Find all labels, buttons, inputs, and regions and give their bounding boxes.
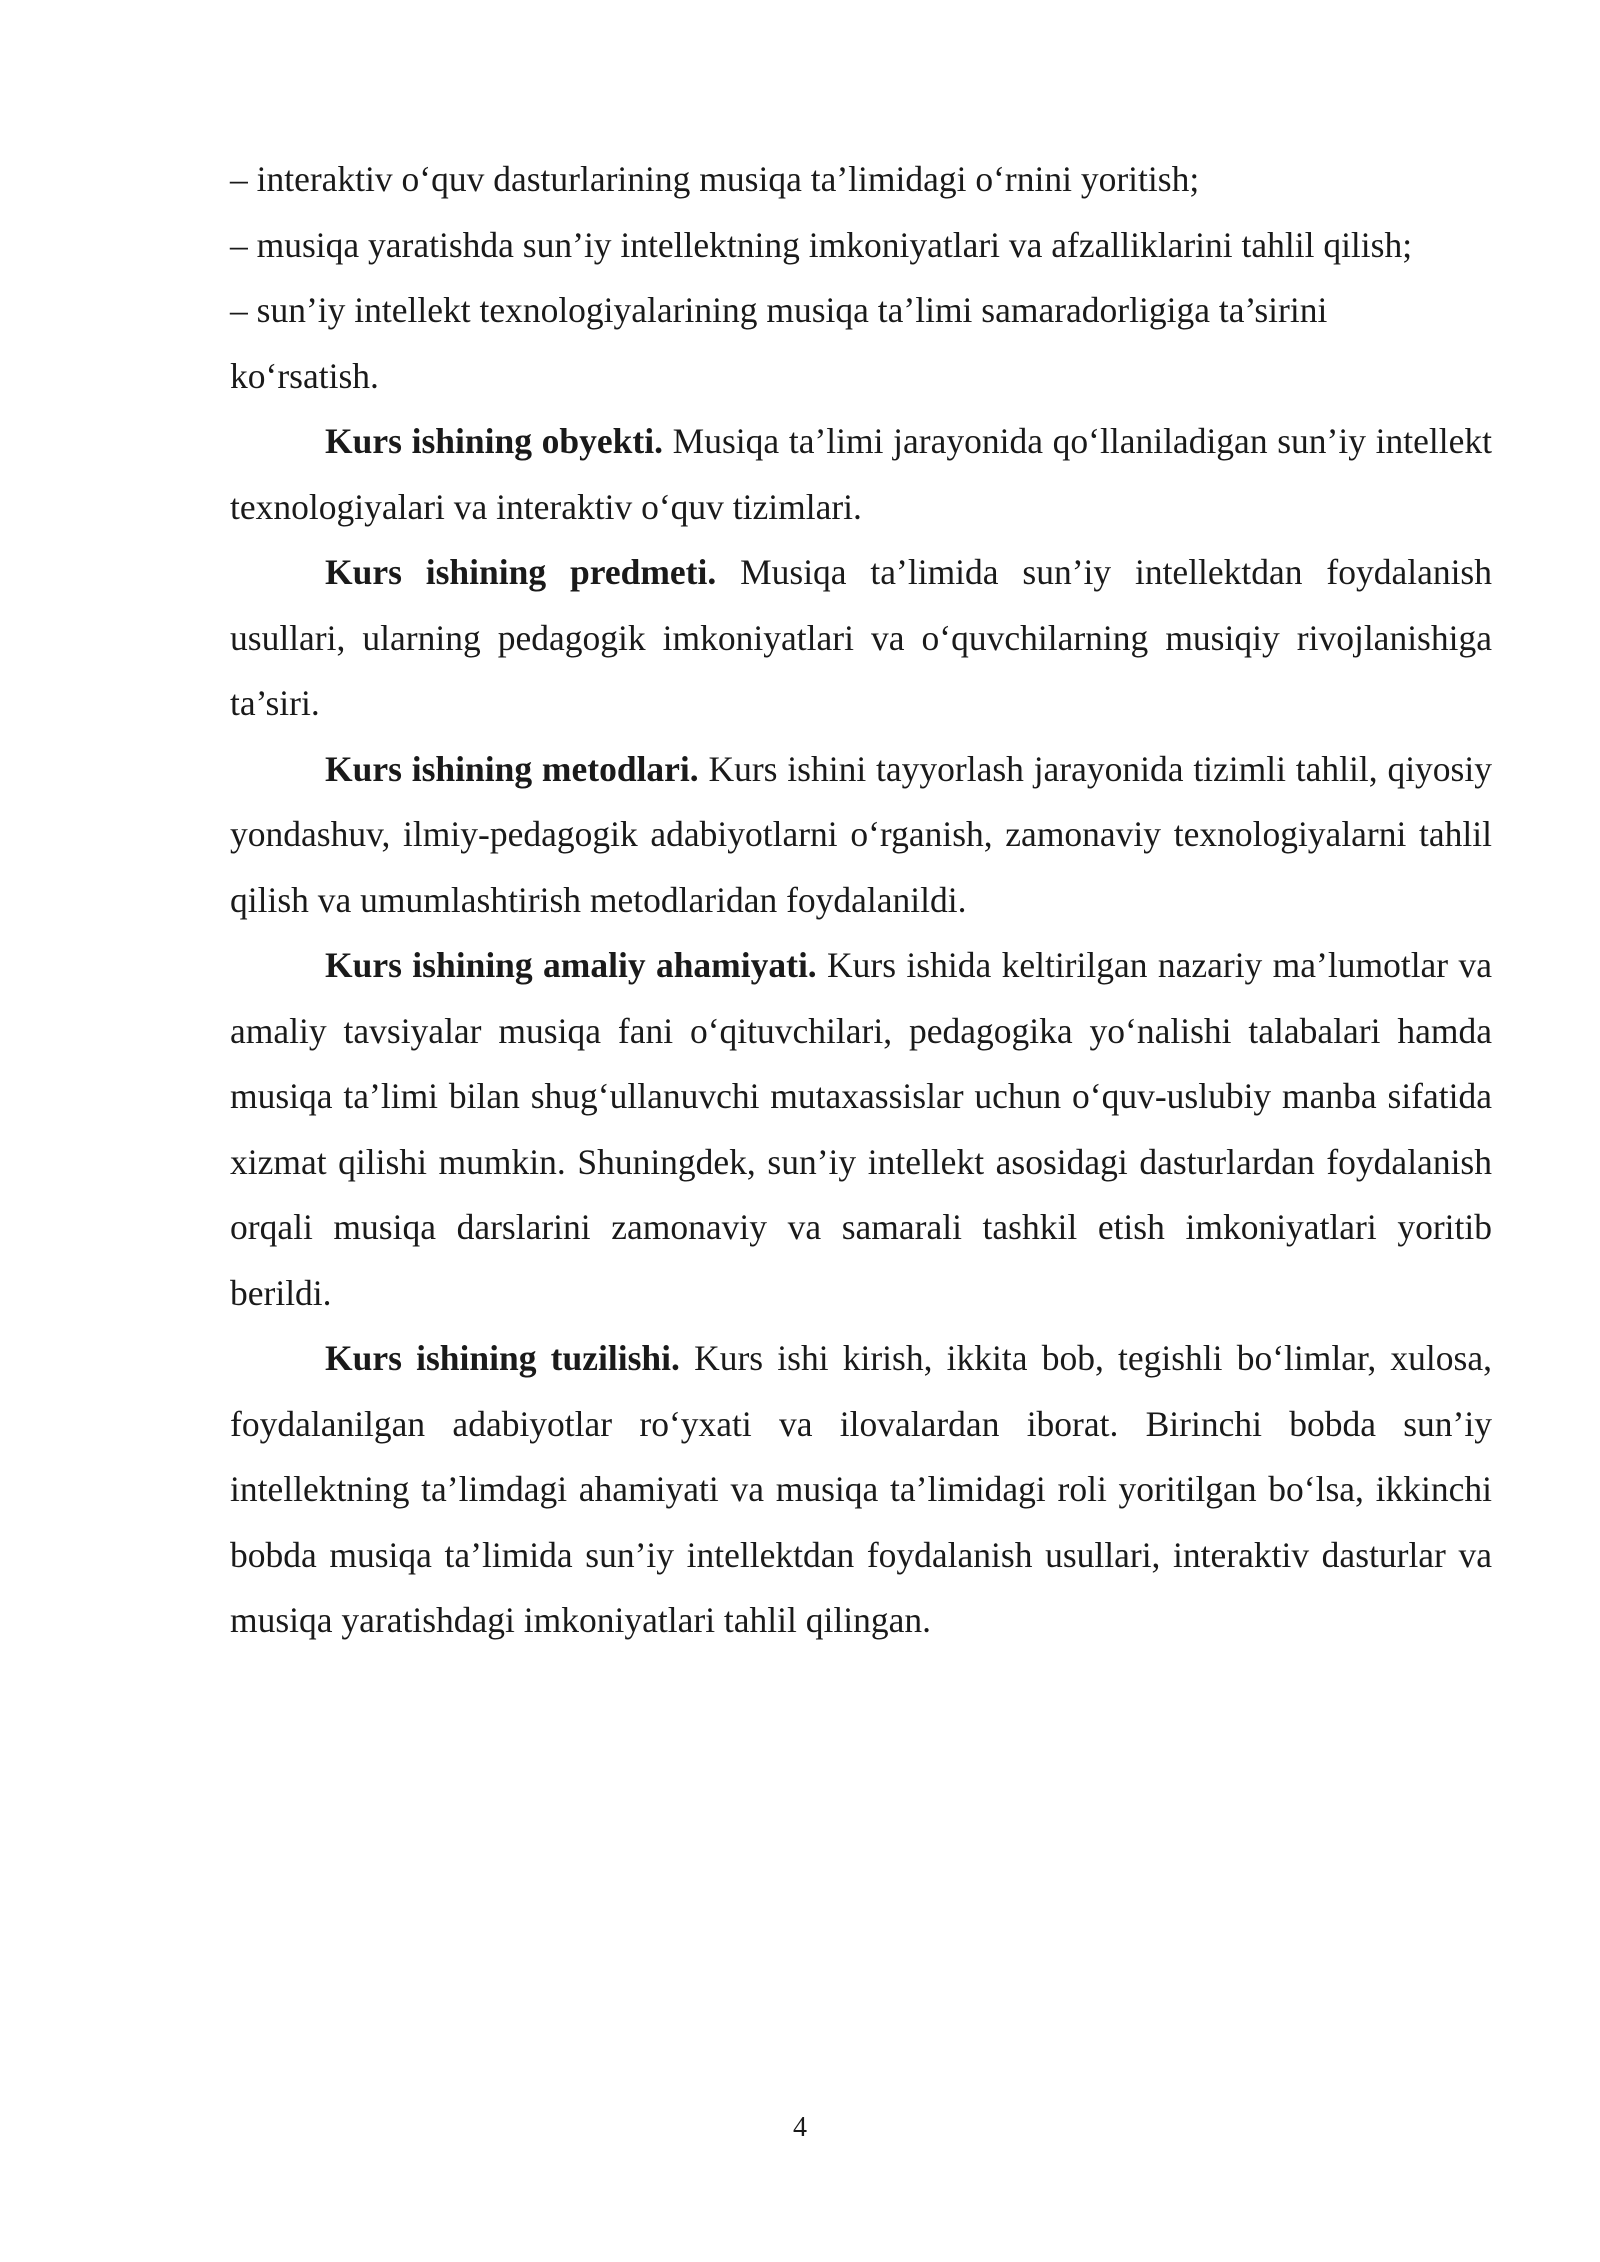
paragraph-obyekti	[230, 409, 1492, 540]
list-item: – musiqa yaratishda sun’iy intellektning imkoniyatlari va afzalliklarini tahlil qilish;	[230, 224, 1413, 265]
paragraph-text: Musiqa ta’limida sun’iy intellektdan foydalanish usullari, ularning pedagogik imkoniyatlari va o‘quvchilarning musiqiy rivojlanishiga ta’siri.	[230, 552, 1492, 723]
paragraph-amaliy-ahamiyati	[230, 933, 1492, 1326]
paragraph-heading: Kurs ishining predmeti.	[325, 552, 717, 592]
page-number: 4	[793, 2112, 807, 2143]
paragraph-text: Musiqa ta’limi jarayonida qo‘llaniladigan sun’iy intellekt texnologiyalari va interaktiv o‘quv tizimlari.	[230, 421, 1492, 527]
paragraph-text: Kurs ishini tayyorlash jarayonida tizimli tahlil, qiyosiy yondashuv, ilmiy-pedagogik adabiyotlarni o‘rganish, zamonaviy texnologiyalarni tahlil qilish va umumlashtirish metodlaridan foydalanildi.	[230, 748, 1492, 920]
list-item: – interaktiv o‘quv dasturlarining musiqa ta’limidagi o‘rnini yoritish;	[230, 159, 1200, 199]
paragraph-heading: Kurs ishining metodlari.	[325, 748, 699, 789]
paragraph-heading: Kurs ishining tuzilishi.	[325, 1338, 680, 1378]
paragraph-predmeti	[230, 540, 1492, 737]
document-page	[230, 147, 1492, 1654]
paragraph-tuzilishi	[230, 1326, 1492, 1654]
paragraph-metodlari	[230, 737, 1492, 934]
paragraph-heading: Kurs ishining obyekti.	[325, 421, 663, 461]
paragraph-heading: Kurs ishining amaliy ahamiyati.	[325, 945, 817, 985]
list-item-continuation: ko‘rsatish.	[230, 355, 379, 396]
paragraph-text: Kurs ishi kirish, ikkita bob, tegishli bo‘limlar, xulosa, foydalanilgan adabiyotlar ro‘yxati va ilovalardan iborat. Birinchi bobda sun’iy intellektning ta’limdagi ahamiyati va musiqa ta’limidagi roli yoritilgan bo‘lsa, ikkinchi bobda musiqa ta’limida sun’iy intellektdan foydalanish usullari, interaktiv dasturlar va musiqa yaratishdagi imkoniyatlari tahlil qilingan.	[230, 1338, 1492, 1640]
list-item: – sun’iy intellekt texnologiyalarining musiqa ta’limi samaradorligiga ta’sirini	[230, 290, 1328, 330]
paragraph-text: Kurs ishida keltirilgan nazariy ma’lumotlar va amaliy tavsiyalar musiqa fani o‘qituvchilari, pedagogika yo‘nalishi talabalari hamda musiqa ta’limi bilan shug‘ullanuvchi mutaxassislar uchun o‘quv-uslubiy manba sifatida xizmat qilishi mumkin. Shuningdek, sun’iy intellekt asosidagi dasturlardan foydalanish orqali musiqa darslarini zamonaviy va samarali tashkil etish imkoniyatlari yoritib berildi.	[230, 945, 1492, 1313]
